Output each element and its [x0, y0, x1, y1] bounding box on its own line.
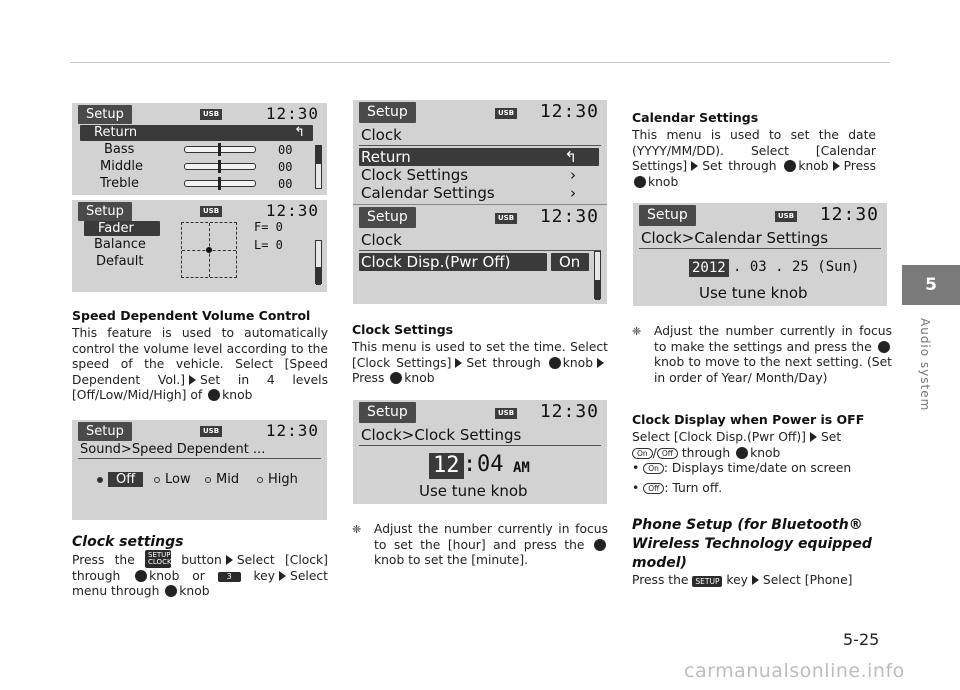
setup-clock-button-icon: SETUP CLOCK: [145, 550, 171, 568]
phone-setup-text: Press the SETUP key Select [Phone]: [632, 573, 853, 587]
screen-time: 12:30: [539, 401, 599, 422]
note-icon: ❈: [352, 523, 362, 536]
usb-badge: USB: [495, 108, 517, 119]
page-number: 5-25: [843, 630, 880, 649]
note-icon: ❈: [632, 325, 642, 338]
clock-disp-row[interactable]: [359, 253, 547, 271]
calendar-text: This menu is used to set the date (YYYY/MM/DD). Select [Calendar Settings] Set through knob Press knob: [632, 128, 876, 189]
screen-title: Setup: [359, 402, 416, 423]
clock-display-heading: Clock Display when Power is OFF: [632, 412, 865, 427]
screen-path: Clock>Clock Settings: [361, 426, 522, 444]
screen-time: 12:30: [265, 421, 319, 440]
speed-heading: Speed Dependent Volume Control: [72, 308, 311, 323]
tune-knob-icon: [784, 160, 796, 172]
screen-header: [353, 100, 607, 126]
usb-badge: USB: [200, 426, 222, 437]
on-pill-icon: On: [632, 448, 653, 459]
screen-clock-time: [353, 400, 607, 504]
middle-slider[interactable]: [184, 163, 256, 170]
clock-disp-value[interactable]: On: [551, 253, 589, 271]
screen-header: [72, 420, 327, 444]
screen-header: [353, 400, 607, 426]
usb-badge: USB: [200, 109, 222, 120]
bass-label: Bass: [104, 142, 135, 157]
return-row[interactable]: [359, 148, 599, 166]
screen-time: 12:30: [265, 201, 319, 220]
chevron-right-icon: ›: [570, 166, 576, 184]
balance-label: Balance: [94, 237, 146, 252]
fader-row[interactable]: [84, 221, 160, 236]
option-off[interactable]: Off: [97, 472, 143, 487]
calendar-settings-item[interactable]: Calendar Settings ›: [361, 184, 576, 202]
treble-slider[interactable]: [184, 180, 256, 187]
screen-title: Setup: [639, 205, 696, 226]
arrow-icon: [752, 575, 759, 585]
tune-knob-icon: [878, 341, 890, 353]
usb-badge: USB: [200, 206, 222, 217]
option-high[interactable]: High: [257, 472, 298, 487]
tune-knob-icon: [549, 357, 561, 369]
screen-time: 12:30: [819, 204, 879, 225]
scrollbar[interactable]: [315, 240, 322, 284]
tune-knob-icon: [390, 372, 402, 384]
setup-key-icon: SETUP: [692, 576, 722, 587]
off-pill-icon: Off: [643, 483, 664, 494]
screen-path: Sound>Speed Dependent ...: [80, 442, 266, 457]
screen-title: Setup: [359, 207, 416, 228]
screen-clock-menu: [353, 100, 607, 204]
screen-header: [353, 205, 607, 231]
speed-body: This feature is used to automatically control the volume level according to the speed of the vehicle. Select [Speed Dependent Vol.] Set in 4 levels [Off/Low/Mid/High] of knob: [72, 326, 328, 402]
usb-badge: USB: [775, 211, 797, 222]
return-label: Return: [94, 125, 138, 140]
chapter-tab[interactable]: 5: [902, 265, 960, 305]
clock-display-text: Select [Clock Disp.(Pwr Off)] Set On / Off through knob • On : Displays time/date on screen • Off : Turn off.: [632, 430, 852, 495]
screen-title: Setup: [78, 105, 132, 124]
screen-header: [72, 103, 327, 127]
clock-settings-body: Press the SETUP CLOCK button Select [Clock] through knob or 3 key Select menu through knob: [72, 551, 328, 598]
screen-path: Clock: [361, 126, 402, 144]
key-3-icon: 3: [218, 572, 241, 582]
return-icon: ↰: [564, 148, 577, 166]
off-pill-icon: Off: [657, 448, 678, 459]
tune-knob-icon: [594, 539, 606, 551]
treble-value: 00: [278, 177, 293, 191]
chevron-right-icon: ›: [570, 184, 576, 202]
hour-value[interactable]: 12: [429, 453, 464, 479]
phone-setup-heading: Phone Setup (for Bluetooth® Wireless Technology equipped model): [632, 517, 872, 571]
screen-title: Setup: [78, 202, 132, 221]
tune-knob-icon: [165, 585, 177, 597]
screen-path: Clock>Calendar Settings: [641, 229, 829, 247]
tune-knob-icon: [634, 176, 646, 188]
screen-fader-balance: [72, 200, 327, 292]
arrow-icon: [833, 161, 840, 171]
clock-settings-text: This menu is used to set the time. Select [Clock Settings] Set through knobPress knob: [352, 340, 608, 385]
clock-note: ❈ Adjust the number currently in focus to set the [hour] and press the knob to set the [minute].: [352, 522, 608, 567]
screen-time: 12:30: [265, 104, 319, 123]
screen-header: [633, 203, 887, 229]
bass-slider[interactable]: [184, 146, 256, 153]
clock-settings-item[interactable]: Clock Settings ›: [361, 166, 576, 184]
slider-knob[interactable]: [218, 160, 221, 173]
time-separator: :: [463, 452, 477, 477]
tune-knob-icon: [135, 570, 147, 582]
arrow-icon: [597, 358, 604, 368]
ampm-value[interactable]: AM: [513, 460, 530, 476]
middle-value: 00: [278, 160, 293, 174]
arrow-icon: [279, 571, 286, 581]
clock-disp-label: Clock Disp.(Pwr Off): [361, 253, 511, 271]
fader-label: Fader: [98, 221, 134, 236]
screen-path: Clock: [361, 231, 402, 249]
on-pill-icon: On: [643, 463, 664, 474]
clock-settings-subheading: Clock Settings: [352, 322, 454, 337]
slider-knob[interactable]: [218, 177, 221, 190]
position-dot[interactable]: [206, 247, 212, 253]
scrollbar[interactable]: [594, 251, 601, 299]
screen-clock-display: [353, 204, 607, 304]
return-icon: ↰: [294, 125, 305, 140]
screen-calendar: [633, 203, 887, 306]
option-low[interactable]: Low: [154, 472, 191, 487]
fader-value: F= 0: [254, 220, 283, 234]
minute-value[interactable]: 04: [477, 452, 504, 477]
usb-badge: USB: [495, 213, 517, 224]
tune-knob-icon: [208, 389, 220, 401]
hint-text: Use tune knob: [419, 482, 528, 500]
tune-knob-icon: [736, 447, 748, 459]
arrow-icon: [455, 358, 462, 368]
arrow-icon: [189, 375, 196, 385]
return-row[interactable]: [80, 125, 313, 141]
top-rule: [70, 62, 890, 63]
clock-settings-heading: Clock settings: [72, 534, 184, 550]
screen-time: 12:30: [539, 101, 599, 122]
slider-knob[interactable]: [218, 143, 221, 156]
scrollbar[interactable]: [315, 145, 322, 189]
option-mid[interactable]: Mid: [205, 472, 239, 487]
arrow-icon: [810, 432, 817, 442]
middle-label: Middle: [100, 159, 143, 174]
calendar-note: ❈ Adjust the number currently in focus to make the settings and press the knob to move to the next setting. (Set in order of Year/ Month/Day): [632, 324, 892, 385]
screen-time: 12:30: [539, 206, 599, 227]
calendar-heading: Calendar Settings: [632, 110, 759, 125]
date-rest[interactable]: . 03 . 25 (Sun): [733, 259, 860, 275]
fader-balance-grid[interactable]: [181, 222, 237, 278]
default-label: Default: [96, 254, 144, 269]
screen-speed-dependent: [72, 420, 327, 520]
screen-title: Setup: [78, 422, 132, 441]
chapter-title: Audio system: [918, 318, 932, 412]
usb-badge: USB: [495, 408, 517, 419]
hint-text: Use tune knob: [699, 284, 808, 302]
bass-value: 00: [278, 143, 293, 157]
screen-title: Setup: [359, 102, 416, 123]
balance-value: L= 0: [254, 238, 283, 252]
arrow-icon: [691, 161, 698, 171]
year-value[interactable]: 2012: [689, 259, 729, 277]
arrow-icon: [226, 555, 233, 565]
screen-tone-settings: [72, 103, 327, 195]
return-label: Return: [361, 148, 411, 166]
watermark: carmanualsonline.info: [684, 660, 905, 682]
treble-label: Treble: [100, 176, 139, 191]
